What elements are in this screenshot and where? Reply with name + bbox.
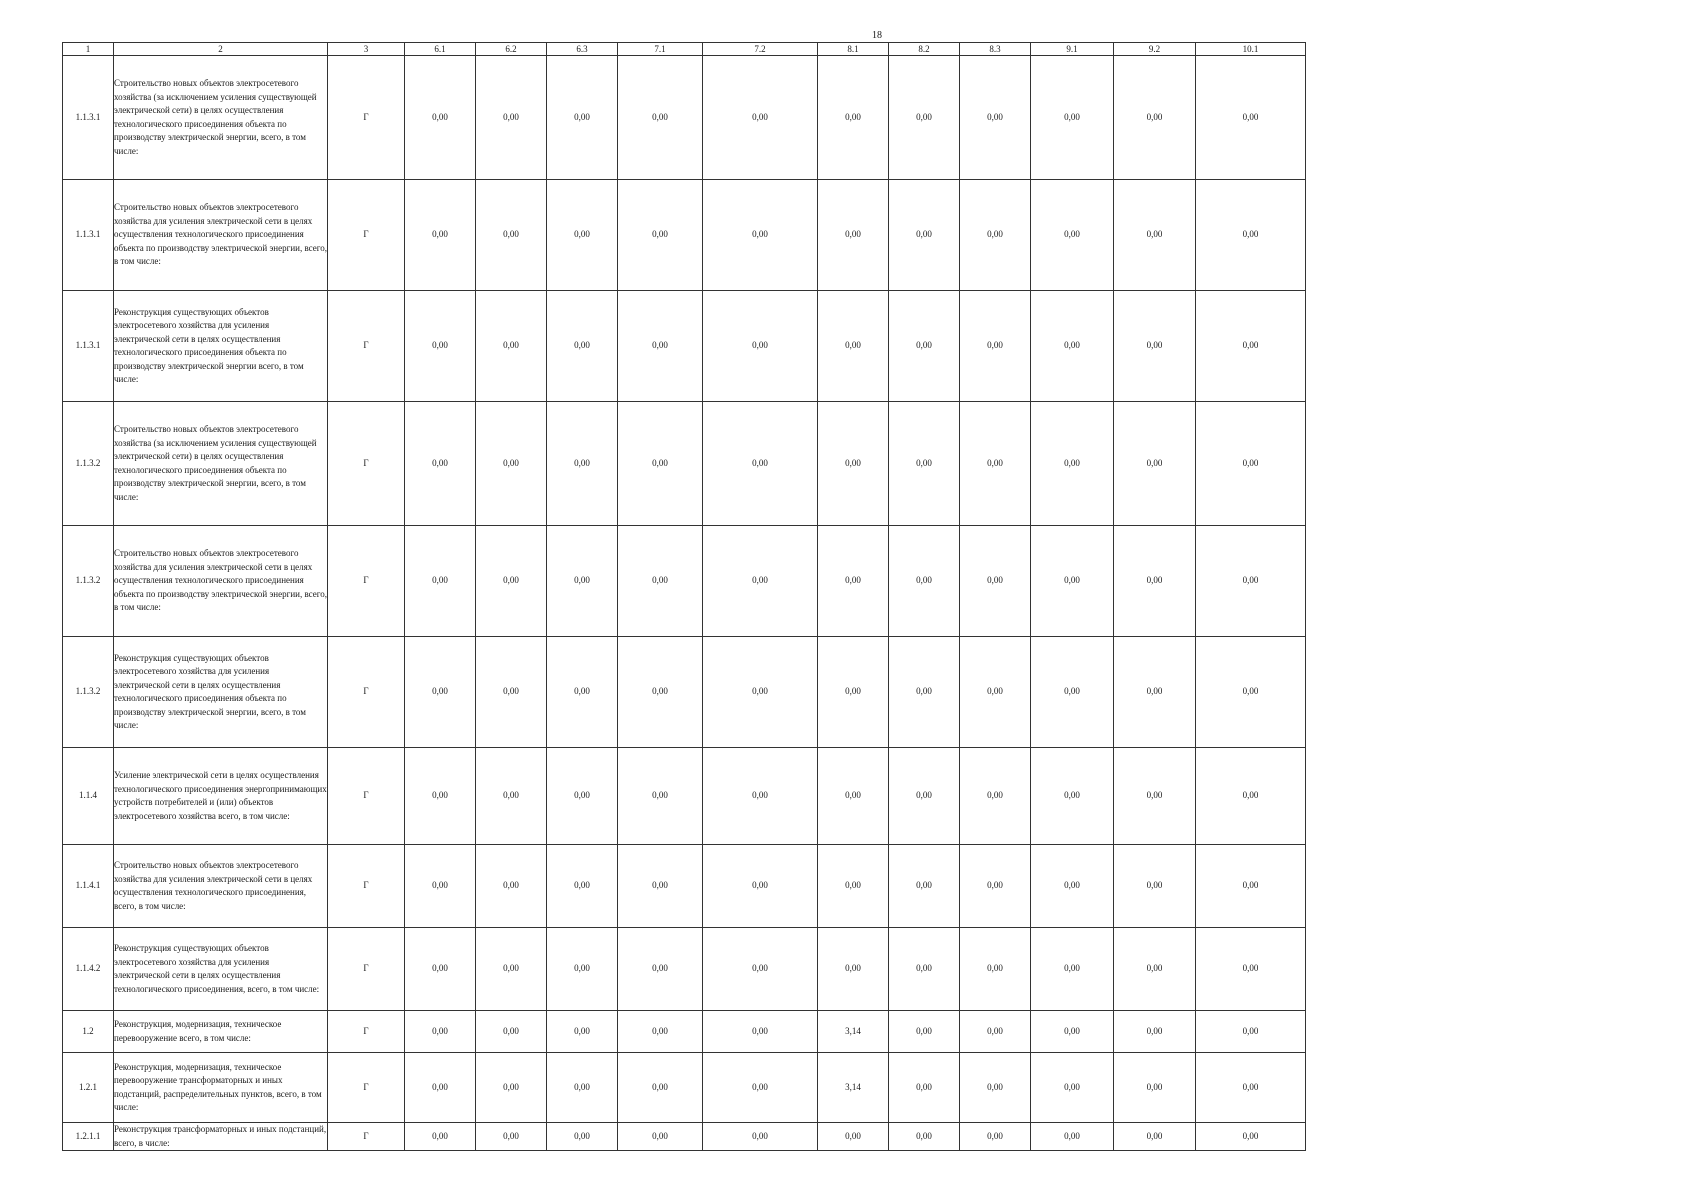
value-cell: 0,00	[703, 1053, 818, 1123]
value-cell: 0,00	[960, 291, 1031, 402]
value-cell: 0,00	[1031, 291, 1114, 402]
value-cell: 0,00	[1031, 180, 1114, 291]
value-cell: 0,00	[1196, 928, 1306, 1011]
value-cell: 0,00	[1196, 748, 1306, 845]
column-header: 8.1	[818, 43, 889, 56]
row-unit: Г	[328, 291, 405, 402]
value-cell: 0,00	[618, 56, 703, 180]
value-cell: 0,00	[1114, 1011, 1196, 1053]
value-cell: 0,00	[476, 1011, 547, 1053]
value-cell: 0,00	[547, 1011, 618, 1053]
column-header: 7.2	[703, 43, 818, 56]
value-cell: 0,00	[889, 291, 960, 402]
value-cell: 0,00	[405, 845, 476, 928]
column-header: 6.1	[405, 43, 476, 56]
column-number-row	[63, 43, 1306, 56]
value-cell: 0,00	[889, 526, 960, 637]
value-cell: 0,00	[547, 402, 618, 526]
value-cell: 0,00	[818, 402, 889, 526]
value-cell: 0,00	[960, 637, 1031, 748]
value-cell: 0,00	[405, 402, 476, 526]
value-cell: 0,00	[547, 845, 618, 928]
row-unit: Г	[328, 402, 405, 526]
value-cell: 0,00	[405, 1053, 476, 1123]
value-cell: 0,00	[1114, 928, 1196, 1011]
value-cell: 0,00	[405, 56, 476, 180]
value-cell: 0,00	[405, 291, 476, 402]
value-cell: 0,00	[618, 1011, 703, 1053]
column-header: 1	[63, 43, 114, 56]
value-cell: 0,00	[960, 1053, 1031, 1123]
value-cell: 0,00	[1114, 402, 1196, 526]
row-description: Усиление электрической сети в целях осуществления технологического присоединения энергопринимающих устройств потребителей и (или) объектов электросетевого хозяйства всего, в том числе:	[114, 748, 328, 845]
row-code: 1.1.3.1	[63, 180, 114, 291]
value-cell: 0,00	[818, 845, 889, 928]
value-cell: 0,00	[547, 637, 618, 748]
row-code: 1.2	[63, 1011, 114, 1053]
row-unit: Г	[328, 180, 405, 291]
value-cell: 0,00	[476, 928, 547, 1011]
row-description: Строительство новых объектов электросетевого хозяйства (за исключением усиления существующей электрической сети) в целях осуществления технологического присоединения объекта по производству электрической энергии, всего, в том числе:	[114, 402, 328, 526]
row-unit: Г	[328, 1053, 405, 1123]
value-cell: 0,00	[547, 748, 618, 845]
value-cell: 0,00	[818, 748, 889, 845]
row-unit: Г	[328, 637, 405, 748]
value-cell: 0,00	[1031, 845, 1114, 928]
value-cell: 0,00	[960, 748, 1031, 845]
table-row	[63, 1011, 1306, 1053]
value-cell: 0,00	[547, 56, 618, 180]
row-code: 1.1.3.2	[63, 402, 114, 526]
row-code: 1.2.1.1	[63, 1123, 114, 1151]
value-cell: 0,00	[703, 1123, 818, 1151]
value-cell: 0,00	[618, 1123, 703, 1151]
value-cell: 0,00	[960, 1011, 1031, 1053]
value-cell: 0,00	[960, 1123, 1031, 1151]
value-cell: 0,00	[547, 1053, 618, 1123]
row-description: Реконструкция существующих объектов электросетевого хозяйства для усиления электрической сети в целях осуществления технологического присоединения, всего, в том числе:	[114, 928, 328, 1011]
value-cell: 0,00	[405, 928, 476, 1011]
value-cell: 0,00	[889, 928, 960, 1011]
value-cell: 0,00	[476, 56, 547, 180]
value-cell: 0,00	[703, 748, 818, 845]
row-unit: Г	[328, 748, 405, 845]
value-cell: 0,00	[405, 637, 476, 748]
value-cell: 0,00	[703, 56, 818, 180]
row-description: Реконструкция трансформаторных и иных подстанций, всего, в числе:	[114, 1123, 328, 1151]
row-description: Строительство новых объектов электросетевого хозяйства для усиления электрической сети в целях осуществления технологического присоединения объекта по производству электрической энергии, всего, в том числе:	[114, 526, 328, 637]
column-header: 9.2	[1114, 43, 1196, 56]
row-description: Реконструкция существующих объектов электросетевого хозяйства для усиления электрической сети в целях осуществления технологического присоединения объекта по производству электрической энергии, всего, в том числе:	[114, 637, 328, 748]
column-header: 6.2	[476, 43, 547, 56]
value-cell: 0,00	[889, 180, 960, 291]
value-cell: 0,00	[405, 748, 476, 845]
value-cell: 0,00	[1114, 1123, 1196, 1151]
value-cell: 0,00	[1031, 1011, 1114, 1053]
value-cell: 0,00	[1196, 291, 1306, 402]
value-cell: 0,00	[1196, 56, 1306, 180]
value-cell: 0,00	[476, 1123, 547, 1151]
row-code: 1.1.3.1	[63, 291, 114, 402]
value-cell: 0,00	[405, 180, 476, 291]
row-code: 1.1.4.2	[63, 928, 114, 1011]
value-cell: 0,00	[818, 928, 889, 1011]
value-cell: 0,00	[703, 291, 818, 402]
table-row	[63, 1123, 1306, 1151]
value-cell: 0,00	[1114, 748, 1196, 845]
value-cell: 0,00	[618, 402, 703, 526]
row-code: 1.1.4	[63, 748, 114, 845]
value-cell: 0,00	[818, 637, 889, 748]
value-cell: 0,00	[618, 928, 703, 1011]
table-row	[63, 56, 1306, 180]
row-code: 1.1.4.1	[63, 845, 114, 928]
value-cell: 0,00	[1196, 526, 1306, 637]
value-cell: 0,00	[1114, 291, 1196, 402]
value-cell: 0,00	[618, 180, 703, 291]
value-cell: 0,00	[703, 845, 818, 928]
row-code: 1.1.3.2	[63, 526, 114, 637]
value-cell: 0,00	[1114, 637, 1196, 748]
value-cell: 0,00	[476, 402, 547, 526]
page-number: 18	[872, 30, 882, 41]
row-description: Строительство новых объектов электросетевого хозяйства для усиления электрической сети в целях осуществления технологического присоединения, всего, в том числе:	[114, 845, 328, 928]
value-cell: 0,00	[889, 845, 960, 928]
value-cell: 0,00	[889, 637, 960, 748]
row-code: 1.1.3.2	[63, 637, 114, 748]
value-cell: 0,00	[1196, 1123, 1306, 1151]
value-cell: 0,00	[476, 291, 547, 402]
value-cell: 0,00	[818, 291, 889, 402]
table-row	[63, 180, 1306, 291]
value-cell: 0,00	[960, 845, 1031, 928]
value-cell: 0,00	[618, 1053, 703, 1123]
value-cell: 0,00	[476, 180, 547, 291]
value-cell: 0,00	[1114, 526, 1196, 637]
column-header: 3	[328, 43, 405, 56]
value-cell: 0,00	[703, 180, 818, 291]
value-cell: 0,00	[703, 526, 818, 637]
row-unit: Г	[328, 1123, 405, 1151]
value-cell: 0,00	[960, 180, 1031, 291]
value-cell: 0,00	[618, 748, 703, 845]
value-cell: 0,00	[703, 402, 818, 526]
value-cell: 0,00	[476, 637, 547, 748]
value-cell: 0,00	[889, 1123, 960, 1151]
value-cell: 0,00	[889, 1011, 960, 1053]
column-header: 2	[114, 43, 328, 56]
column-header: 8.3	[960, 43, 1031, 56]
value-cell: 0,00	[1031, 748, 1114, 845]
value-cell: 0,00	[889, 402, 960, 526]
table-row	[63, 291, 1306, 402]
column-header: 6.3	[547, 43, 618, 56]
table-row	[63, 637, 1306, 748]
value-cell: 0,00	[703, 637, 818, 748]
value-cell: 0,00	[405, 1123, 476, 1151]
value-cell: 0,00	[405, 526, 476, 637]
table-row	[63, 402, 1306, 526]
value-cell: 0,00	[476, 748, 547, 845]
value-cell: 0,00	[818, 1123, 889, 1151]
value-cell: 0,00	[960, 402, 1031, 526]
column-header: 7.1	[618, 43, 703, 56]
column-header: 8.2	[889, 43, 960, 56]
value-cell: 0,00	[703, 928, 818, 1011]
value-cell: 0,00	[618, 637, 703, 748]
column-header: 10.1	[1196, 43, 1306, 56]
row-unit: Г	[328, 1011, 405, 1053]
value-cell: 0,00	[1196, 1011, 1306, 1053]
value-cell: 0,00	[1196, 637, 1306, 748]
value-cell: 0,00	[1114, 56, 1196, 180]
value-cell: 0,00	[1031, 56, 1114, 180]
value-cell: 0,00	[476, 845, 547, 928]
table-row	[63, 748, 1306, 845]
value-cell: 0,00	[960, 56, 1031, 180]
value-cell: 0,00	[703, 1011, 818, 1053]
row-description: Реконструкция, модернизация, техническое перевооружение всего, в том числе:	[114, 1011, 328, 1053]
row-unit: Г	[328, 526, 405, 637]
value-cell: 0,00	[618, 845, 703, 928]
value-cell: 0,00	[1114, 1053, 1196, 1123]
value-cell: 0,00	[889, 56, 960, 180]
value-cell: 0,00	[618, 526, 703, 637]
value-cell: 0,00	[960, 526, 1031, 637]
table-row	[63, 845, 1306, 928]
value-cell: 0,00	[1196, 180, 1306, 291]
report-table	[62, 42, 1306, 1151]
value-cell: 0,00	[618, 291, 703, 402]
value-cell: 0,00	[818, 56, 889, 180]
value-cell: 0,00	[547, 291, 618, 402]
value-cell: 3,14	[818, 1053, 889, 1123]
value-cell: 0,00	[889, 748, 960, 845]
value-cell: 0,00	[1031, 526, 1114, 637]
value-cell: 0,00	[1196, 845, 1306, 928]
value-cell: 0,00	[476, 1053, 547, 1123]
value-cell: 0,00	[547, 180, 618, 291]
row-description: Реконструкция существующих объектов электросетевого хозяйства для усиления электрической сети в целях осуществления технологического присоединения объекта по производству электрической энергии всего, в том числе:	[114, 291, 328, 402]
value-cell: 0,00	[1196, 1053, 1306, 1123]
value-cell: 0,00	[1031, 1123, 1114, 1151]
row-unit: Г	[328, 928, 405, 1011]
value-cell: 0,00	[405, 1011, 476, 1053]
value-cell: 0,00	[1114, 180, 1196, 291]
row-unit: Г	[328, 845, 405, 928]
value-cell: 3,14	[818, 1011, 889, 1053]
value-cell: 0,00	[818, 526, 889, 637]
table-row	[63, 928, 1306, 1011]
value-cell: 0,00	[547, 928, 618, 1011]
value-cell: 0,00	[547, 1123, 618, 1151]
value-cell: 0,00	[1196, 402, 1306, 526]
value-cell: 0,00	[1031, 637, 1114, 748]
row-unit: Г	[328, 56, 405, 180]
value-cell: 0,00	[1031, 1053, 1114, 1123]
value-cell: 0,00	[889, 1053, 960, 1123]
row-code: 1.2.1	[63, 1053, 114, 1123]
value-cell: 0,00	[476, 526, 547, 637]
table-row	[63, 526, 1306, 637]
value-cell: 0,00	[1031, 402, 1114, 526]
value-cell: 0,00	[818, 180, 889, 291]
value-cell: 0,00	[960, 928, 1031, 1011]
row-description: Строительство новых объектов электросетевого хозяйства для усиления электрической сети в целях осуществления технологического присоединения объекта по производству электрической энергии, всего, в том числе:	[114, 180, 328, 291]
value-cell: 0,00	[547, 526, 618, 637]
column-header: 9.1	[1031, 43, 1114, 56]
value-cell: 0,00	[1031, 928, 1114, 1011]
row-code: 1.1.3.1	[63, 56, 114, 180]
table-row	[63, 1053, 1306, 1123]
row-description: Строительство новых объектов электросетевого хозяйства (за исключением усиления существующей электрической сети) в целях осуществления технологического присоединения объекта по производству электрической энергии, всего, в том числе:	[114, 56, 328, 180]
row-description: Реконструкция, модернизация, техническое перевооружение трансформаторных и иных подстанций, распределительных пунктов, всего, в том числе:	[114, 1053, 328, 1123]
value-cell: 0,00	[1114, 845, 1196, 928]
